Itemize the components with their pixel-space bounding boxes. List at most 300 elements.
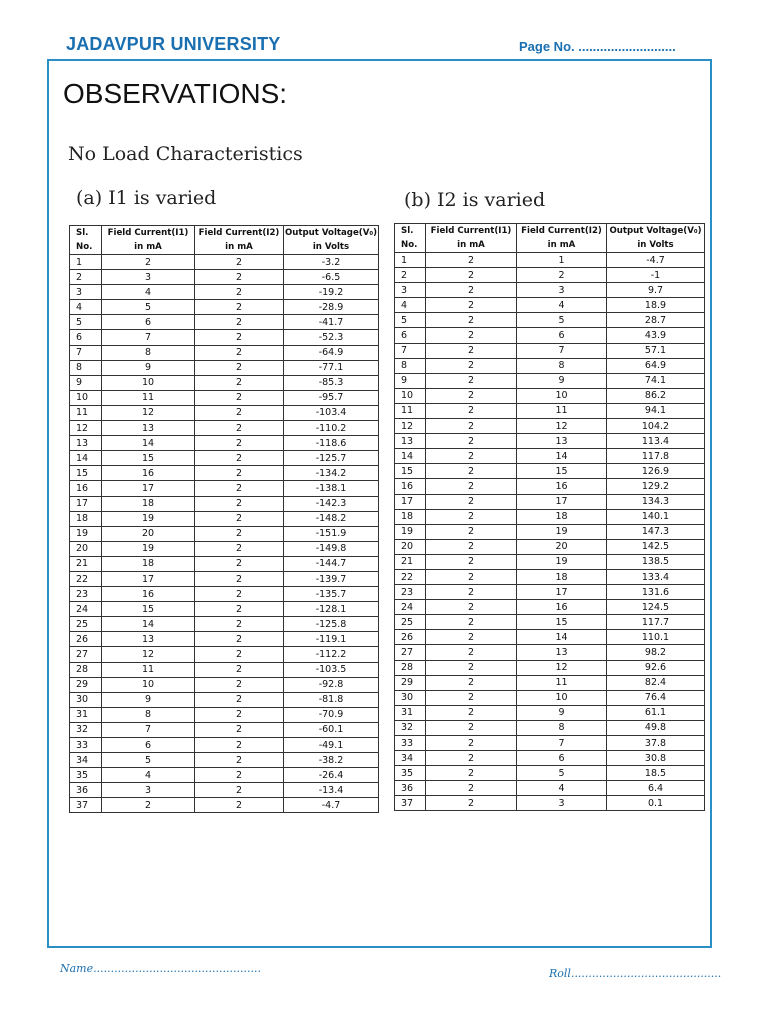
header-line-1: Field Current(I1) bbox=[107, 228, 189, 238]
cell-sl-no: 10 bbox=[70, 390, 102, 405]
table-body bbox=[395, 253, 705, 811]
cell-sl-no: 18 bbox=[70, 511, 102, 526]
cell-output-voltage: -119.1 bbox=[284, 632, 379, 647]
table-row bbox=[395, 720, 705, 735]
cell-field-current-i2: 2 bbox=[195, 707, 284, 722]
table-row bbox=[70, 707, 379, 722]
cell-field-current-i2: 10 bbox=[517, 388, 607, 403]
table-row bbox=[395, 388, 705, 403]
cell-field-current-i2: 19 bbox=[517, 524, 607, 539]
cell-field-current-i2: 2 bbox=[195, 421, 284, 436]
table-row bbox=[70, 722, 379, 737]
cell-field-current-i1: 19 bbox=[102, 511, 195, 526]
header-line-2: No. bbox=[401, 240, 418, 250]
cell-output-voltage: -1 bbox=[607, 268, 705, 283]
cell-sl-no: 11 bbox=[395, 403, 426, 418]
cell-field-current-i1: 2 bbox=[426, 690, 517, 705]
cell-field-current-i2: 2 bbox=[195, 526, 284, 541]
cell-field-current-i2: 2 bbox=[195, 451, 284, 466]
table-row bbox=[70, 421, 379, 436]
cell-field-current-i2: 2 bbox=[195, 602, 284, 617]
cell-output-voltage: -135.7 bbox=[284, 587, 379, 602]
table-row bbox=[70, 571, 379, 586]
table-row bbox=[395, 751, 705, 766]
cell-field-current-i2: 17 bbox=[517, 585, 607, 600]
table-row bbox=[70, 255, 379, 270]
cell-field-current-i2: 16 bbox=[517, 600, 607, 615]
cell-field-current-i2: 12 bbox=[517, 419, 607, 434]
cell-output-voltage: -125.8 bbox=[284, 617, 379, 632]
table-row bbox=[395, 705, 705, 720]
cell-output-voltage: 138.5 bbox=[607, 554, 705, 569]
cell-sl-no: 31 bbox=[395, 705, 426, 720]
cell-sl-no: 9 bbox=[395, 373, 426, 388]
cell-field-current-i2: 4 bbox=[517, 781, 607, 796]
cell-sl-no: 19 bbox=[70, 526, 102, 541]
table-row bbox=[70, 602, 379, 617]
table-row bbox=[395, 494, 705, 509]
cell-field-current-i1: 2 bbox=[426, 781, 517, 796]
cell-output-voltage: -3.2 bbox=[284, 255, 379, 270]
roll-field: Roll........................................... bbox=[549, 967, 722, 980]
cell-sl-no: 1 bbox=[395, 253, 426, 268]
cell-field-current-i2: 14 bbox=[517, 449, 607, 464]
cell-field-current-i1: 17 bbox=[102, 481, 195, 496]
cell-field-current-i1: 16 bbox=[102, 466, 195, 481]
table-row bbox=[70, 481, 379, 496]
cell-sl-no: 2 bbox=[70, 270, 102, 285]
cell-field-current-i2: 13 bbox=[517, 434, 607, 449]
cell-output-voltage: -49.1 bbox=[284, 738, 379, 753]
cell-output-voltage: 30.8 bbox=[607, 751, 705, 766]
cell-sl-no: 3 bbox=[70, 285, 102, 300]
cell-field-current-i1: 2 bbox=[426, 705, 517, 720]
cell-output-voltage: 98.2 bbox=[607, 645, 705, 660]
table-row bbox=[395, 449, 705, 464]
table-row bbox=[70, 647, 379, 662]
table-row bbox=[395, 313, 705, 328]
cell-output-voltage: 86.2 bbox=[607, 388, 705, 403]
cell-sl-no: 17 bbox=[70, 496, 102, 511]
cell-sl-no: 30 bbox=[70, 692, 102, 707]
table-row bbox=[395, 645, 705, 660]
cell-output-voltage: 18.9 bbox=[607, 298, 705, 313]
cell-output-voltage: -103.4 bbox=[284, 405, 379, 420]
cell-field-current-i2: 2 bbox=[195, 571, 284, 586]
cell-field-current-i1: 2 bbox=[426, 358, 517, 373]
cell-sl-no: 25 bbox=[70, 617, 102, 632]
cell-sl-no: 37 bbox=[70, 798, 102, 813]
cell-sl-no: 33 bbox=[395, 736, 426, 751]
cell-field-current-i1: 2 bbox=[426, 736, 517, 751]
cell-field-current-i1: 2 bbox=[426, 328, 517, 343]
cell-field-current-i1: 2 bbox=[102, 255, 195, 270]
cell-output-voltage: -95.7 bbox=[284, 390, 379, 405]
cell-sl-no: 9 bbox=[70, 375, 102, 390]
table-row bbox=[70, 360, 379, 375]
cell-field-current-i1: 14 bbox=[102, 436, 195, 451]
cell-field-current-i1: 7 bbox=[102, 722, 195, 737]
name-field: Name................................................ bbox=[60, 962, 261, 975]
cell-sl-no: 7 bbox=[70, 345, 102, 360]
cell-sl-no: 25 bbox=[395, 615, 426, 630]
cell-field-current-i1: 2 bbox=[102, 798, 195, 813]
table-i1-varied bbox=[69, 225, 379, 813]
cell-field-current-i1: 3 bbox=[102, 783, 195, 798]
cell-field-current-i1: 2 bbox=[426, 645, 517, 660]
cell-field-current-i2: 20 bbox=[517, 539, 607, 554]
cell-output-voltage: 124.5 bbox=[607, 600, 705, 615]
cell-field-current-i2: 16 bbox=[517, 479, 607, 494]
table-row bbox=[70, 738, 379, 753]
cell-field-current-i2: 2 bbox=[517, 268, 607, 283]
cell-sl-no: 16 bbox=[395, 479, 426, 494]
cell-field-current-i2: 2 bbox=[195, 783, 284, 798]
table-row bbox=[395, 434, 705, 449]
cell-sl-no: 12 bbox=[395, 419, 426, 434]
cell-field-current-i2: 1 bbox=[517, 253, 607, 268]
cell-field-current-i1: 16 bbox=[102, 587, 195, 602]
cell-field-current-i1: 9 bbox=[102, 360, 195, 375]
table-i2-varied bbox=[394, 223, 705, 811]
table-row bbox=[70, 375, 379, 390]
cell-field-current-i2: 2 bbox=[195, 662, 284, 677]
cell-field-current-i1: 2 bbox=[426, 464, 517, 479]
cell-field-current-i1: 2 bbox=[426, 403, 517, 418]
cell-sl-no: 6 bbox=[70, 330, 102, 345]
cell-field-current-i2: 2 bbox=[195, 541, 284, 556]
cell-output-voltage: 113.4 bbox=[607, 434, 705, 449]
table-row bbox=[395, 569, 705, 584]
cell-output-voltage: 28.7 bbox=[607, 313, 705, 328]
cell-field-current-i1: 12 bbox=[102, 647, 195, 662]
cell-field-current-i2: 18 bbox=[517, 569, 607, 584]
cell-sl-no: 4 bbox=[70, 300, 102, 315]
cell-field-current-i1: 2 bbox=[426, 751, 517, 766]
cell-output-voltage: 104.2 bbox=[607, 419, 705, 434]
table-row bbox=[395, 690, 705, 705]
cell-output-voltage: 117.7 bbox=[607, 615, 705, 630]
cell-field-current-i1: 10 bbox=[102, 677, 195, 692]
cell-output-voltage: -85.3 bbox=[284, 375, 379, 390]
cell-sl-no: 35 bbox=[70, 768, 102, 783]
cell-sl-no: 27 bbox=[70, 647, 102, 662]
cell-field-current-i1: 18 bbox=[102, 496, 195, 511]
cell-field-current-i2: 10 bbox=[517, 690, 607, 705]
cell-output-voltage: -4.7 bbox=[607, 253, 705, 268]
table-row bbox=[70, 466, 379, 481]
cell-field-current-i1: 2 bbox=[426, 554, 517, 569]
table-row bbox=[70, 753, 379, 768]
cell-field-current-i1: 11 bbox=[102, 662, 195, 677]
header-line-1: Sl. bbox=[76, 228, 89, 238]
cell-output-voltage: -28.9 bbox=[284, 300, 379, 315]
table-row bbox=[70, 692, 379, 707]
cell-field-current-i2: 2 bbox=[195, 255, 284, 270]
column-header-i2 bbox=[195, 226, 284, 255]
cell-sl-no: 20 bbox=[70, 541, 102, 556]
table-b-caption: (b) I2 is varied bbox=[404, 189, 546, 211]
cell-field-current-i2: 2 bbox=[195, 617, 284, 632]
cell-sl-no: 15 bbox=[70, 466, 102, 481]
cell-field-current-i2: 2 bbox=[195, 330, 284, 345]
cell-field-current-i2: 2 bbox=[195, 753, 284, 768]
cell-output-voltage: -13.4 bbox=[284, 783, 379, 798]
cell-field-current-i1: 9 bbox=[102, 692, 195, 707]
table-header-row bbox=[395, 224, 705, 253]
cell-field-current-i2: 5 bbox=[517, 313, 607, 328]
cell-output-voltage: 131.6 bbox=[607, 585, 705, 600]
cell-output-voltage: -125.7 bbox=[284, 451, 379, 466]
cell-field-current-i2: 17 bbox=[517, 494, 607, 509]
table-row bbox=[70, 405, 379, 420]
cell-field-current-i1: 2 bbox=[426, 660, 517, 675]
table-row bbox=[70, 511, 379, 526]
cell-field-current-i2: 2 bbox=[195, 677, 284, 692]
table-row bbox=[395, 253, 705, 268]
table-row bbox=[395, 524, 705, 539]
table-header-row bbox=[70, 226, 379, 255]
cell-field-current-i1: 2 bbox=[426, 283, 517, 298]
table-row bbox=[70, 662, 379, 677]
cell-output-voltage: -26.4 bbox=[284, 768, 379, 783]
table-row bbox=[70, 436, 379, 451]
table-row bbox=[70, 345, 379, 360]
table-row bbox=[70, 587, 379, 602]
cell-field-current-i1: 2 bbox=[426, 419, 517, 434]
cell-field-current-i2: 2 bbox=[195, 511, 284, 526]
cell-field-current-i2: 6 bbox=[517, 751, 607, 766]
table-row bbox=[70, 330, 379, 345]
column-header-i1 bbox=[102, 226, 195, 255]
cell-field-current-i2: 7 bbox=[517, 736, 607, 751]
table-row bbox=[395, 509, 705, 524]
table-row bbox=[395, 283, 705, 298]
cell-output-voltage: 43.9 bbox=[607, 328, 705, 343]
cell-sl-no: 23 bbox=[395, 585, 426, 600]
cell-field-current-i1: 11 bbox=[102, 390, 195, 405]
cell-sl-no: 21 bbox=[395, 554, 426, 569]
table-row bbox=[395, 781, 705, 796]
cell-field-current-i1: 10 bbox=[102, 375, 195, 390]
cell-field-current-i1: 18 bbox=[102, 556, 195, 571]
cell-field-current-i2: 9 bbox=[517, 705, 607, 720]
cell-field-current-i2: 6 bbox=[517, 328, 607, 343]
cell-output-voltage: -151.9 bbox=[284, 526, 379, 541]
cell-field-current-i1: 20 bbox=[102, 526, 195, 541]
header-line-2: No. bbox=[76, 242, 93, 252]
header-line-1: Field Current(I2) bbox=[198, 228, 280, 238]
cell-field-current-i2: 2 bbox=[195, 466, 284, 481]
cell-output-voltage: -41.7 bbox=[284, 315, 379, 330]
cell-field-current-i1: 2 bbox=[426, 539, 517, 554]
cell-field-current-i2: 2 bbox=[195, 481, 284, 496]
cell-field-current-i2: 2 bbox=[195, 345, 284, 360]
cell-sl-no: 24 bbox=[70, 602, 102, 617]
cell-field-current-i1: 2 bbox=[426, 298, 517, 313]
header-line-2: in Volts bbox=[312, 242, 350, 252]
cell-sl-no: 36 bbox=[395, 781, 426, 796]
header-line-2: in mA bbox=[134, 242, 162, 252]
cell-field-current-i1: 15 bbox=[102, 451, 195, 466]
cell-sl-no: 34 bbox=[70, 753, 102, 768]
header-line-2: in mA bbox=[225, 242, 253, 252]
cell-field-current-i2: 2 bbox=[195, 270, 284, 285]
cell-sl-no: 3 bbox=[395, 283, 426, 298]
cell-output-voltage: -138.1 bbox=[284, 481, 379, 496]
cell-sl-no: 7 bbox=[395, 343, 426, 358]
cell-field-current-i2: 9 bbox=[517, 373, 607, 388]
table-row bbox=[395, 343, 705, 358]
cell-field-current-i2: 2 bbox=[195, 405, 284, 420]
cell-sl-no: 13 bbox=[70, 436, 102, 451]
cell-sl-no: 28 bbox=[395, 660, 426, 675]
table-row bbox=[70, 270, 379, 285]
cell-field-current-i1: 2 bbox=[426, 796, 517, 811]
cell-output-voltage: 57.1 bbox=[607, 343, 705, 358]
column-header-i2 bbox=[517, 224, 607, 253]
cell-field-current-i2: 2 bbox=[195, 390, 284, 405]
cell-output-voltage: -103.5 bbox=[284, 662, 379, 677]
header-line-2: in Volts bbox=[637, 240, 674, 250]
cell-field-current-i2: 2 bbox=[195, 285, 284, 300]
cell-sl-no: 28 bbox=[70, 662, 102, 677]
cell-field-current-i1: 2 bbox=[426, 524, 517, 539]
cell-field-current-i1: 15 bbox=[102, 602, 195, 617]
page-title: OBSERVATIONS: bbox=[63, 78, 288, 109]
table-row bbox=[395, 615, 705, 630]
cell-field-current-i1: 2 bbox=[426, 569, 517, 584]
cell-field-current-i2: 18 bbox=[517, 509, 607, 524]
header-line-2: in mA bbox=[457, 240, 485, 250]
column-header-vo bbox=[284, 226, 379, 255]
column-header-sl bbox=[70, 226, 102, 255]
table-row bbox=[395, 766, 705, 781]
table-row bbox=[395, 358, 705, 373]
cell-output-voltage: -19.2 bbox=[284, 285, 379, 300]
cell-field-current-i1: 14 bbox=[102, 617, 195, 632]
cell-sl-no: 31 bbox=[70, 707, 102, 722]
cell-field-current-i2: 2 bbox=[195, 436, 284, 451]
cell-field-current-i2: 8 bbox=[517, 720, 607, 735]
header-line-2: in mA bbox=[547, 240, 576, 250]
cell-field-current-i1: 5 bbox=[102, 753, 195, 768]
cell-sl-no: 20 bbox=[395, 539, 426, 554]
table-row bbox=[395, 660, 705, 675]
table-row bbox=[70, 451, 379, 466]
cell-sl-no: 34 bbox=[395, 751, 426, 766]
cell-field-current-i1: 17 bbox=[102, 571, 195, 586]
cell-field-current-i2: 2 bbox=[195, 722, 284, 737]
table-body bbox=[70, 255, 379, 813]
cell-output-voltage: 129.2 bbox=[607, 479, 705, 494]
cell-sl-no: 27 bbox=[395, 645, 426, 660]
table-row bbox=[70, 526, 379, 541]
table-row bbox=[395, 373, 705, 388]
cell-sl-no: 24 bbox=[395, 600, 426, 615]
cell-sl-no: 36 bbox=[70, 783, 102, 798]
cell-field-current-i1: 2 bbox=[426, 766, 517, 781]
header-line-1: Field Current(I2) bbox=[521, 226, 602, 236]
cell-sl-no: 17 bbox=[395, 494, 426, 509]
cell-field-current-i1: 13 bbox=[102, 632, 195, 647]
cell-sl-no: 5 bbox=[70, 315, 102, 330]
cell-sl-no: 4 bbox=[395, 298, 426, 313]
cell-output-voltage: -4.7 bbox=[284, 798, 379, 813]
cell-field-current-i1: 12 bbox=[102, 405, 195, 420]
section-subtitle: No Load Characteristics bbox=[68, 143, 303, 165]
cell-output-voltage: 37.8 bbox=[607, 736, 705, 751]
cell-sl-no: 11 bbox=[70, 405, 102, 420]
header-line-1: Sl. bbox=[401, 226, 414, 236]
cell-output-voltage: -77.1 bbox=[284, 360, 379, 375]
cell-output-voltage: 117.8 bbox=[607, 449, 705, 464]
cell-output-voltage: -64.9 bbox=[284, 345, 379, 360]
cell-sl-no: 22 bbox=[70, 571, 102, 586]
cell-field-current-i2: 11 bbox=[517, 675, 607, 690]
cell-sl-no: 1 bbox=[70, 255, 102, 270]
cell-output-voltage: -60.1 bbox=[284, 722, 379, 737]
cell-field-current-i1: 2 bbox=[426, 675, 517, 690]
cell-field-current-i1: 2 bbox=[426, 268, 517, 283]
cell-field-current-i1: 2 bbox=[426, 585, 517, 600]
cell-output-voltage: -112.2 bbox=[284, 647, 379, 662]
table-a-caption: (a) I1 is varied bbox=[76, 187, 217, 209]
page-number-field: Page No. ........................... bbox=[519, 39, 676, 54]
cell-field-current-i1: 2 bbox=[426, 343, 517, 358]
table-row bbox=[70, 768, 379, 783]
table-row bbox=[395, 419, 705, 434]
cell-sl-no: 8 bbox=[70, 360, 102, 375]
table-row bbox=[70, 556, 379, 571]
cell-field-current-i1: 4 bbox=[102, 768, 195, 783]
cell-sl-no: 16 bbox=[70, 481, 102, 496]
cell-field-current-i2: 2 bbox=[195, 798, 284, 813]
cell-field-current-i1: 2 bbox=[426, 494, 517, 509]
cell-field-current-i1: 8 bbox=[102, 345, 195, 360]
cell-field-current-i1: 2 bbox=[426, 373, 517, 388]
university-name: JADAVPUR UNIVERSITY bbox=[66, 34, 281, 54]
cell-field-current-i1: 2 bbox=[426, 313, 517, 328]
cell-field-current-i2: 2 bbox=[195, 647, 284, 662]
table-row bbox=[70, 798, 379, 813]
table-row bbox=[395, 479, 705, 494]
cell-output-voltage: 0.1 bbox=[607, 796, 705, 811]
table-row bbox=[70, 677, 379, 692]
cell-output-voltage: 94.1 bbox=[607, 403, 705, 418]
cell-field-current-i2: 2 bbox=[195, 587, 284, 602]
table-row bbox=[395, 796, 705, 811]
cell-field-current-i2: 4 bbox=[517, 298, 607, 313]
cell-output-voltage: -52.3 bbox=[284, 330, 379, 345]
cell-field-current-i2: 3 bbox=[517, 796, 607, 811]
table-row bbox=[395, 298, 705, 313]
cell-sl-no: 37 bbox=[395, 796, 426, 811]
cell-field-current-i2: 19 bbox=[517, 554, 607, 569]
table-row bbox=[395, 554, 705, 569]
column-header-sl bbox=[395, 224, 426, 253]
cell-field-current-i1: 2 bbox=[426, 479, 517, 494]
cell-field-current-i1: 2 bbox=[426, 434, 517, 449]
cell-output-voltage: -70.9 bbox=[284, 707, 379, 722]
table-row bbox=[395, 585, 705, 600]
cell-field-current-i1: 7 bbox=[102, 330, 195, 345]
cell-output-voltage: 142.5 bbox=[607, 539, 705, 554]
cell-sl-no: 29 bbox=[395, 675, 426, 690]
header-line-1: Output Voltage(V₀) bbox=[609, 226, 702, 236]
cell-field-current-i1: 2 bbox=[426, 630, 517, 645]
cell-sl-no: 23 bbox=[70, 587, 102, 602]
